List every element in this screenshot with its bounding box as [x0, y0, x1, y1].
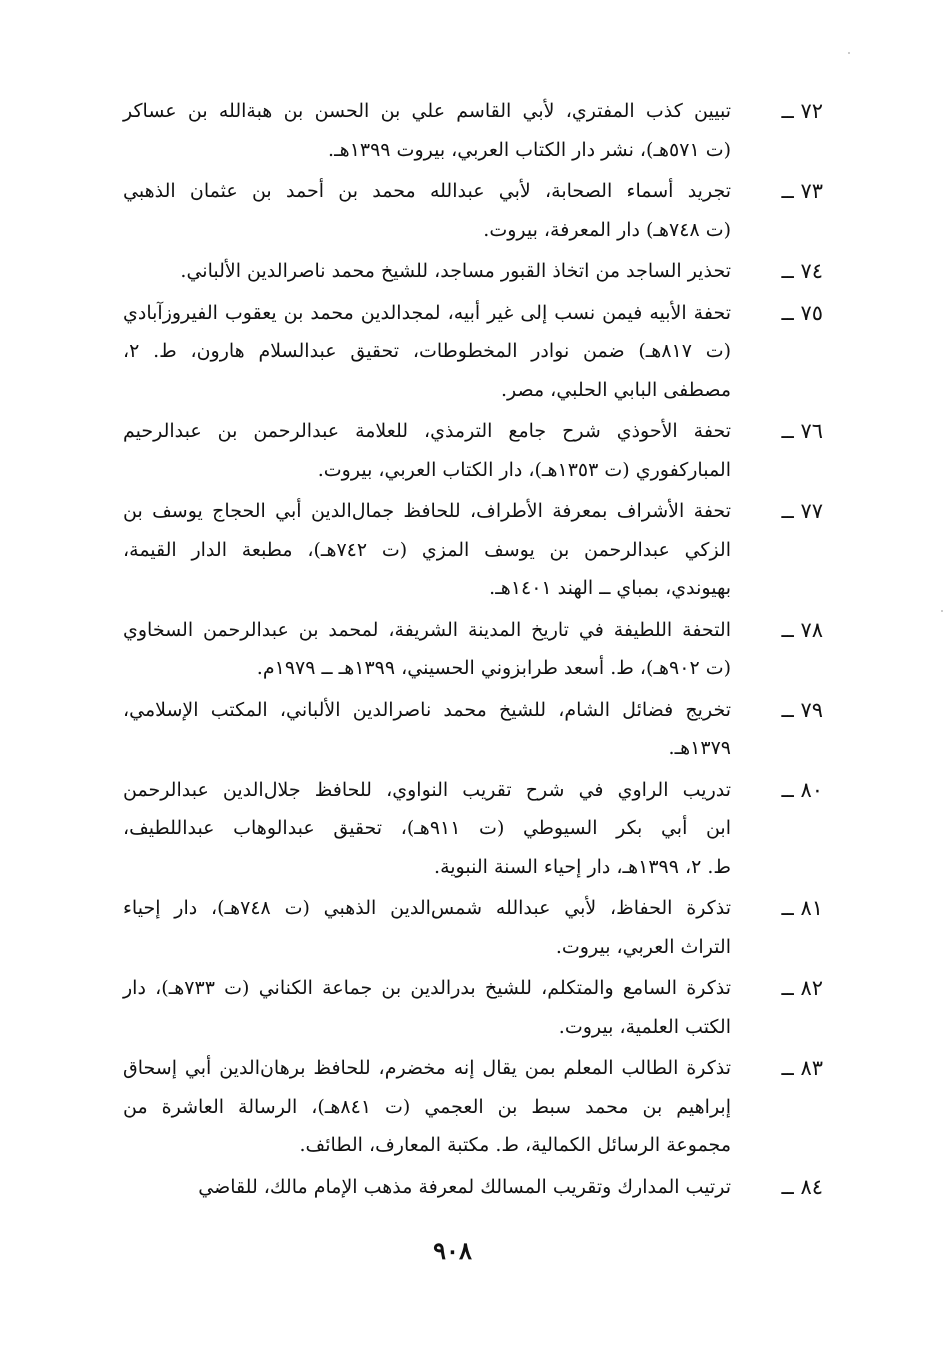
bibliography-list	[123, 92, 823, 1209]
bibliography-entry	[123, 611, 823, 688]
entry-number: ٧٢ ــ	[781, 99, 823, 123]
entry-line: ط. ٢، ١٣٩٩هـ، دار إحياء السنة النبوية.	[434, 855, 731, 878]
entry-number: ٧٣ ــ	[781, 179, 823, 203]
entry-line: ١٣٧٩هـ.	[668, 737, 731, 759]
entry-number: ٨٠ ــ	[781, 777, 823, 802]
entry-line: تدريب الراوي في شرح تقريب النواوي، للحافظ جلال‌الدين عبدالرحمن	[123, 778, 731, 801]
entry-number: ٨٤ ــ	[781, 1174, 823, 1199]
scan-speck	[848, 52, 850, 54]
entry-number: ٧٤ ــ	[781, 259, 823, 283]
entry-line: ابن أبي بكر السيوطي (ت ٩١١هـ)، تحقيق عبدالوهاب عبداللطيف،	[123, 817, 731, 839]
entry-line: تحفة الأحوذي شرح جامع الترمذي، للعلامة عبدالرحمن بن عبدالرحيم	[123, 420, 731, 442]
entry-line: تذكرة السامع والمتكلم، للشيخ بدرالدين بن جماعة الكناني (ت ٧٣٣هـ)، دار	[123, 977, 731, 999]
entry-line: (ت ٩٠٢هـ)، ط. أسعد طرابزوني الحسيني، ١٣٩٩هـ ــ ١٩٧٩م.	[256, 657, 731, 679]
entry-line: إبراهيم بن محمد سبط بن العجمي (ت ٨٤١هـ)، الرسالة العاشرة من	[123, 1095, 731, 1118]
entry-text	[123, 1168, 731, 1207]
entry-text	[123, 492, 731, 608]
entry-text	[123, 691, 731, 768]
page-number: ٩٠٨	[433, 1236, 472, 1265]
entry-text	[123, 412, 731, 489]
entry-line: تحفة الأبيه فيمن نسب إلى غير أبيه، لمجدالدين محمد بن يعقوب الفيروزآبادي	[123, 301, 731, 324]
entry-line: (ت ٨١٧هـ) ضمن نوادر المخطوطات، تحقيق عبدالسلام هارون، ط. ٢،	[123, 340, 731, 362]
entry-line: المباركفوري (ت ١٣٥٣هـ)، دار الكتاب العربي، بيروت.	[317, 458, 731, 481]
bibliography-entry	[123, 1049, 823, 1165]
bibliography-entry	[123, 771, 823, 887]
entry-number: ٧٦ ــ	[781, 419, 823, 443]
entry-number: ٧٨ ــ	[781, 617, 823, 642]
bibliography-entry	[123, 172, 823, 249]
entry-line: الكتب العلمية، بيروت.	[558, 1015, 731, 1038]
bibliography-entry	[123, 252, 823, 291]
entry-text	[123, 92, 731, 169]
entry-line: تذكرة الطالب المعلم بمن يقال إنه مخضرم، للحافظ برهان‌الدين أبي إسحاق	[123, 1057, 731, 1079]
entry-line: (ت ٧٤٨هـ) دار المعرفة، بيروت.	[483, 218, 731, 241]
entry-number: ٨٣ ــ	[781, 1056, 823, 1080]
entry-number: ٧٧ ــ	[781, 499, 823, 523]
entry-line: مصطفى البابي الحلبي، مصر.	[500, 378, 731, 401]
entry-text	[123, 611, 731, 688]
entry-number: ٧٥ ــ	[781, 300, 823, 325]
bibliography-entry	[123, 492, 823, 608]
entry-line: التحفة اللطيفة في تاريخ المدينة الشريفة، لمحمد بن عبدالرحمن السخاوي	[123, 618, 731, 641]
entry-line: تحفة الأشراف بمعرفة الأطراف، للحافظ جمال‌الدين أبي الحجاج يوسف بن	[123, 500, 731, 522]
entry-line: الزكي عبدالرحمن بن يوسف المزي (ت ٧٤٢هـ)، مطبعة الدار القيمة،	[123, 538, 732, 561]
entry-text	[123, 889, 731, 966]
entry-line: تحذير الساجد من اتخاذ القبور مساجد، للشيخ محمد ناصرالدين الألباني.	[180, 260, 731, 282]
bibliography-entry	[123, 92, 823, 169]
entry-line: (ت ٥٧١هـ)، نشر دار الكتاب العربي، بيروت ١٣٩٩هـ.	[328, 138, 731, 161]
entry-line: بهيوندي، بمباي ــ الهند ١٤٠١هـ.	[489, 577, 731, 599]
entry-text	[123, 172, 731, 249]
bibliography-entry	[123, 294, 823, 410]
entry-line: تخريج فضائل الشام، للشيخ محمد ناصرالدين الألباني، المكتب الإسلامي،	[123, 698, 731, 721]
entry-line: مجموعة الرسائل الكمالية، ط. مكتبة المعارف، الطائف.	[299, 1134, 731, 1156]
bibliography-entry	[123, 969, 823, 1046]
entry-text	[123, 771, 731, 887]
scan-speck	[941, 610, 943, 612]
entry-text	[123, 969, 731, 1046]
entry-number: ٨١ ــ	[781, 896, 823, 920]
entry-text	[123, 1049, 731, 1165]
entry-line: التراث العربي، بيروت.	[555, 935, 731, 958]
entry-number: ٧٩ ــ	[781, 697, 823, 722]
bibliography-entry	[123, 1168, 823, 1207]
bibliography-entry	[123, 889, 823, 966]
entry-line: تبيين كذب المفتري، لأبي القاسم علي بن الحسن بن هبةالله بن عساكر	[123, 100, 731, 122]
entry-text	[123, 252, 731, 291]
entry-text	[123, 294, 731, 410]
entry-line: ترتيب المدارك وتقريب المسالك لمعرفة مذهب الإمام مالك، للقاضي	[198, 1175, 731, 1198]
bibliography-entry	[123, 412, 823, 489]
bibliography-entry	[123, 691, 823, 768]
entry-line: تجريد أسماء الصحابة، لأبي عبدالله محمد بن أحمد بن عثمان الذهبي	[123, 180, 731, 202]
entry-line: تذكرة الحفاظ، لأبي عبدالله شمس‌الدين الذهبي (ت ٧٤٨هـ)، دار إحياء	[123, 897, 731, 919]
entry-number: ٨٢ ــ	[781, 976, 823, 1000]
